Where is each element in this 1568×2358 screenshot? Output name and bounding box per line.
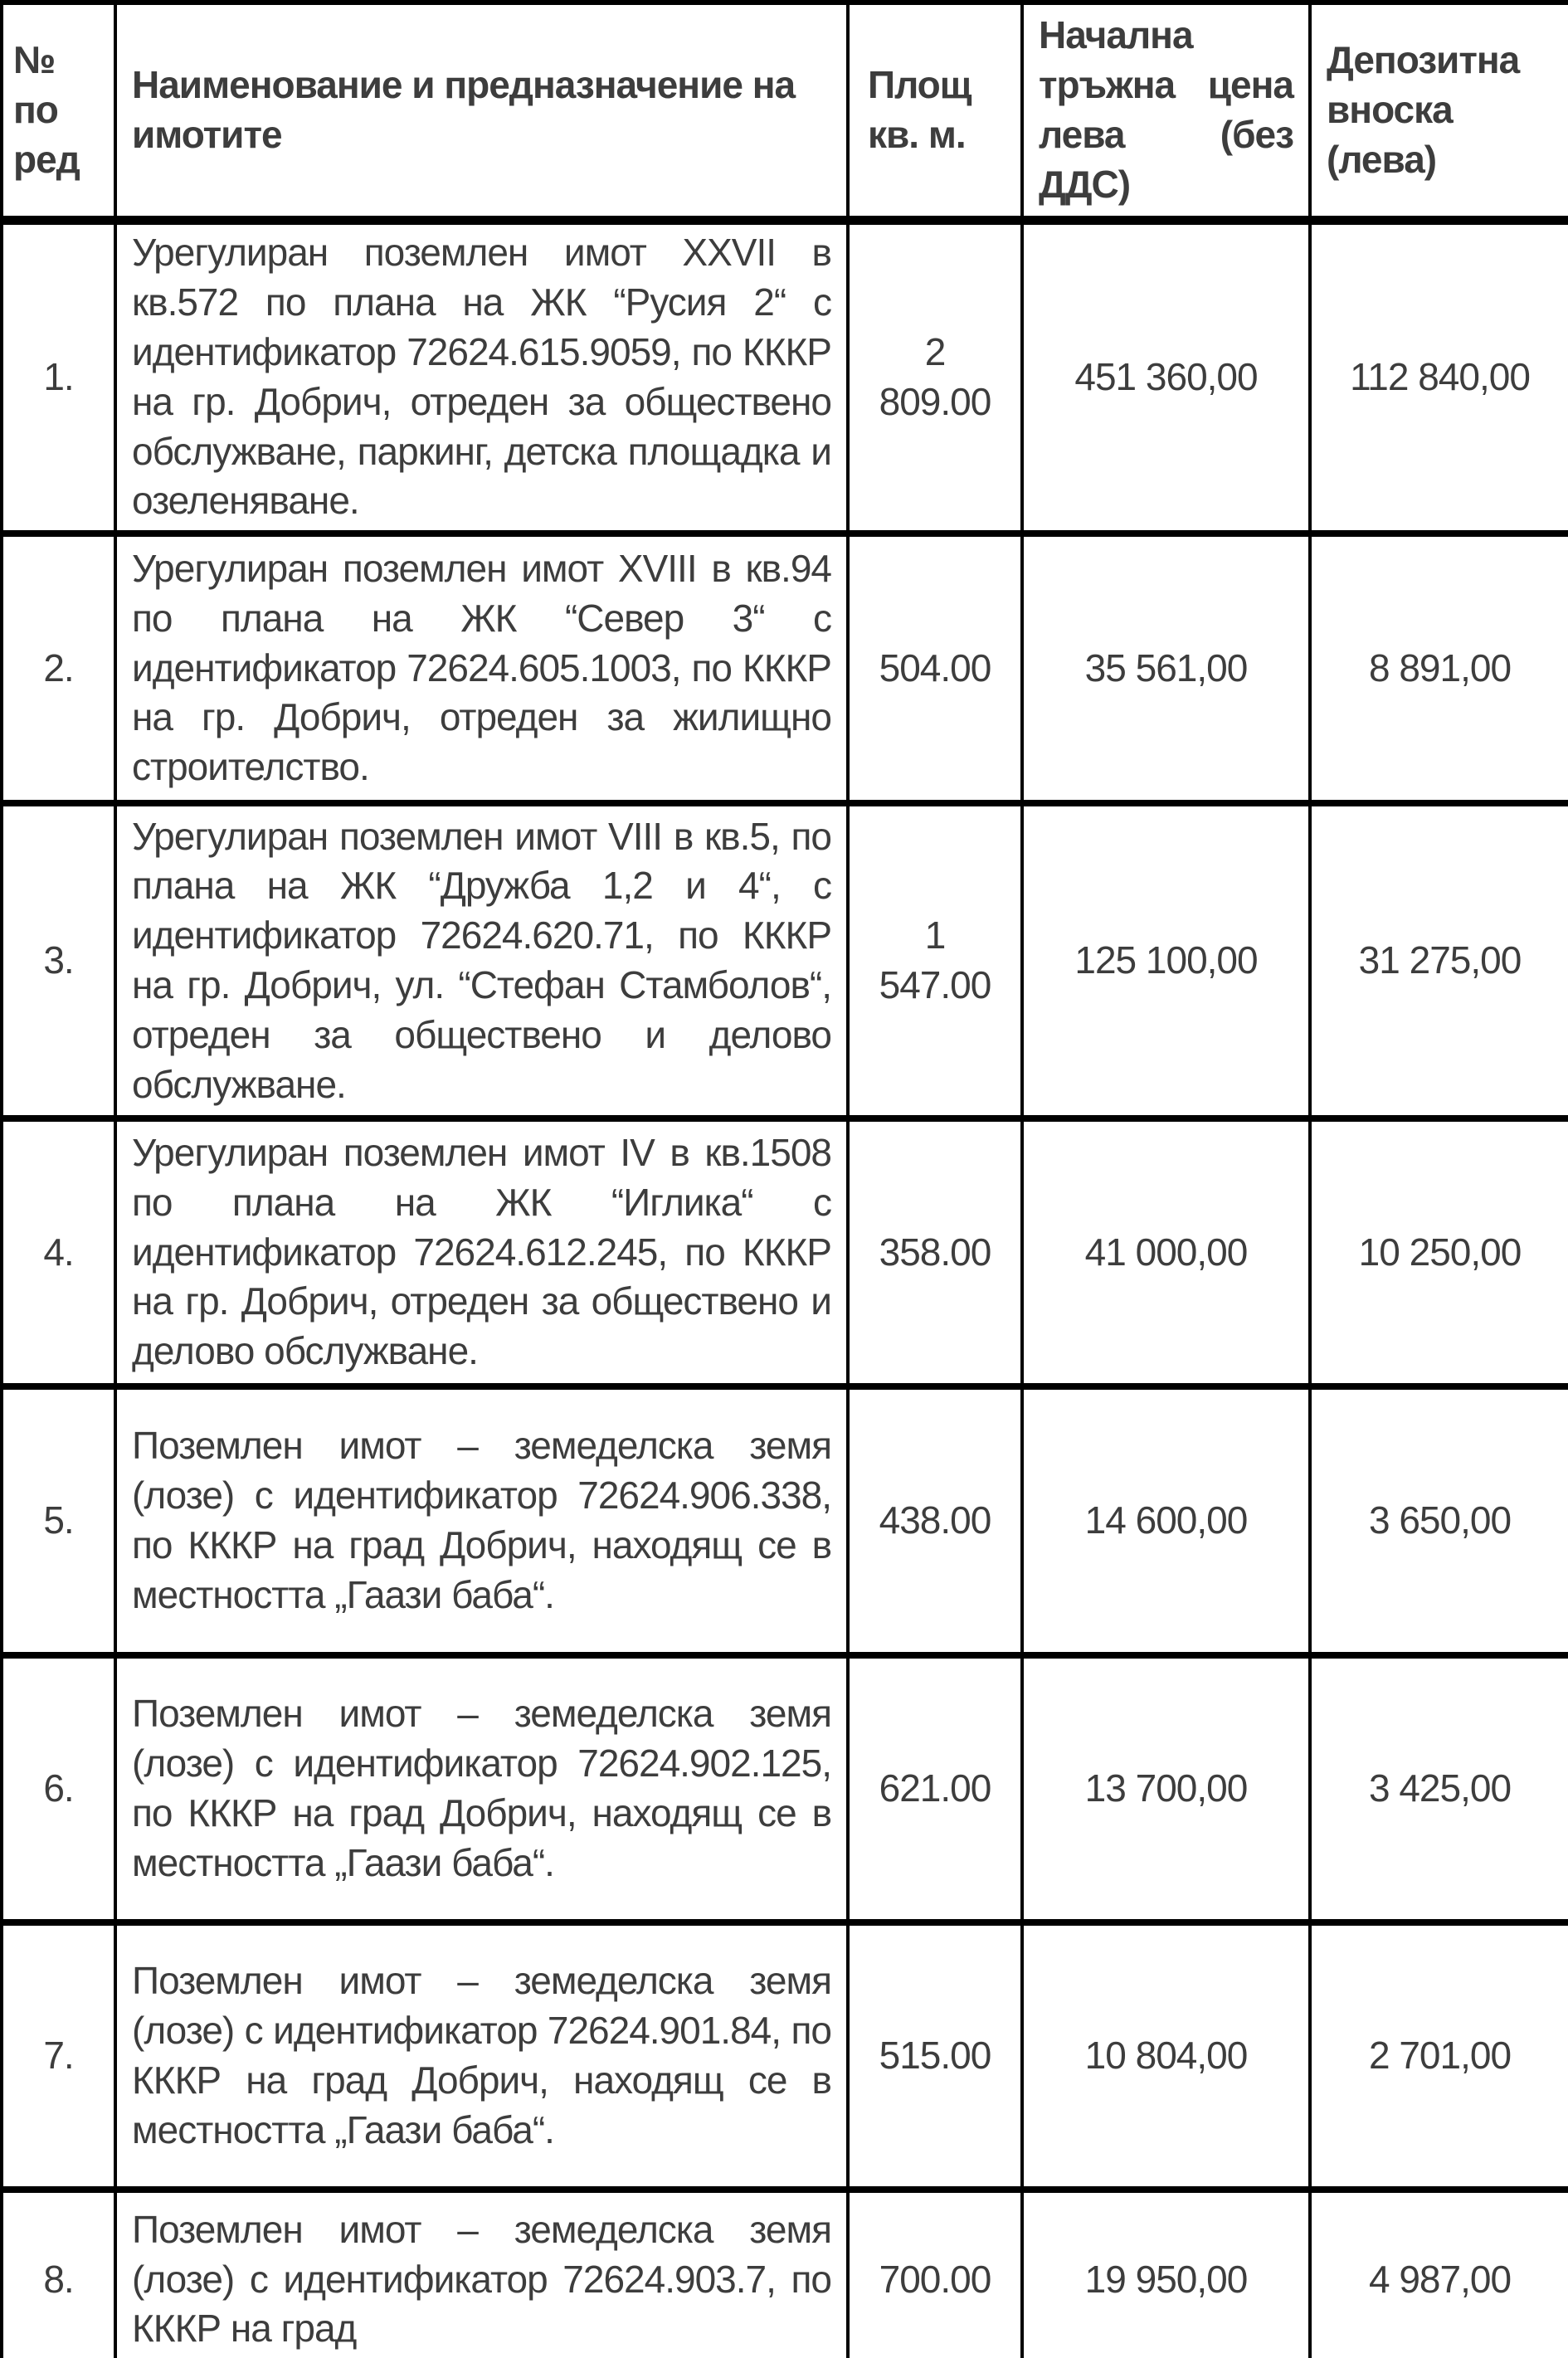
deposit-cell: 4 987,00 [1310,2190,1568,2358]
area-cell: 358.00 [848,1118,1022,1386]
row-number-cell: 2. [2,533,115,803]
row-number-cell: 7. [2,1922,115,2190]
deposit-cell: 112 840,00 [1310,220,1568,533]
table-row [2,803,1568,1118]
deposit-cell: 8 891,00 [1310,533,1568,803]
table-row [2,1386,1568,1655]
deposit-cell: 10 250,00 [1310,1118,1568,1386]
deposit-cell: 3 650,00 [1310,1386,1568,1655]
table-row [2,1922,1568,2190]
row-number-cell: 8. [2,2190,115,2358]
table-row [2,220,1568,533]
header-cell-price: Начална тръжна цена лева (без ДДС) [1022,2,1310,220]
description-cell: Урегулиран поземлен имот IV в кв.1508 по плана на ЖК “Иглика“ с идентификатор 72624.612.245, по КККР на гр. Добрич, отреден за обществено и делово обслужване. [115,1118,848,1386]
deposit-cell: 2 701,00 [1310,1922,1568,2190]
table-row [2,533,1568,803]
table-row [2,1655,1568,1922]
header-row [2,2,1568,220]
price-cell: 10 804,00 [1022,1922,1310,2190]
price-cell: 19 950,00 [1022,2190,1310,2358]
area-cell: 2 809.00 [848,220,1022,533]
description-cell: Поземлен имот – земеделска земя (лозе) с идентификатор 72624.901.84, по КККР на град Добрич, находящ се в местността „Гаази баба“. [115,1922,848,2190]
deposit-cell: 3 425,00 [1310,1655,1568,1922]
header-cell-number: № по ред [2,2,115,220]
price-cell: 35 561,00 [1022,533,1310,803]
description-cell: Поземлен имот – земеделска земя (лозе) с идентификатор 72624.906.338, по КККР на град Добрич, находящ се в местността „Гаази баба“. [115,1386,848,1655]
price-cell: 41 000,00 [1022,1118,1310,1386]
row-number-cell: 6. [2,1655,115,1922]
header-cell-deposit: Депозитна вноска (лева) [1310,2,1568,220]
price-cell: 13 700,00 [1022,1655,1310,1922]
table-row [2,2190,1568,2358]
header-cell-name: Наименование и предназначение на имотите [115,2,848,220]
area-cell: 438.00 [848,1386,1022,1655]
row-number-cell: 1. [2,220,115,533]
row-number-cell: 3. [2,803,115,1118]
area-cell: 700.00 [848,2190,1022,2358]
description-cell: Поземлен имот – земеделска земя (лозе) с идентификатор 72624.903.7, по КККР на град [115,2190,848,2358]
price-cell: 14 600,00 [1022,1386,1310,1655]
description-cell: Урегулиран поземлен имот VIII в кв.5, по плана на ЖК “Дружба 1,2 и 4“, с идентификатор 72624.620.71, по КККР на гр. Добрич, ул. “Стефан Стамболов“, отреден за обществено и делово обслужване. [115,803,848,1118]
area-cell: 621.00 [848,1655,1022,1922]
header-cell-area: Площ кв. м. [848,2,1022,220]
row-number-cell: 5. [2,1386,115,1655]
area-cell: 1 547.00 [848,803,1022,1118]
deposit-cell: 31 275,00 [1310,803,1568,1118]
price-cell: 125 100,00 [1022,803,1310,1118]
description-cell: Поземлен имот – земеделска земя (лозе) с идентификатор 72624.902.125, по КККР на град Добрич, находящ се в местността „Гаази баба“. [115,1655,848,1922]
price-cell: 451 360,00 [1022,220,1310,533]
area-cell: 504.00 [848,533,1022,803]
area-cell: 515.00 [848,1922,1022,2190]
description-cell: Урегулиран поземлен имот XVIII в кв.94 по плана на ЖК “Север 3“ с идентификатор 72624.605.1003, по КККР на гр. Добрич, отреден за жилищно строителство. [115,533,848,803]
description-cell: Урегулиран поземлен имот XXVII в кв.572 по плана на ЖК “Русия 2“ с идентификатор 72624.615.9059, по КККР на гр. Добрич, отреден за обществено обслужване, паркинг, детска площадка и озеленяване. [115,220,848,533]
table-row [2,1118,1568,1386]
row-number-cell: 4. [2,1118,115,1386]
